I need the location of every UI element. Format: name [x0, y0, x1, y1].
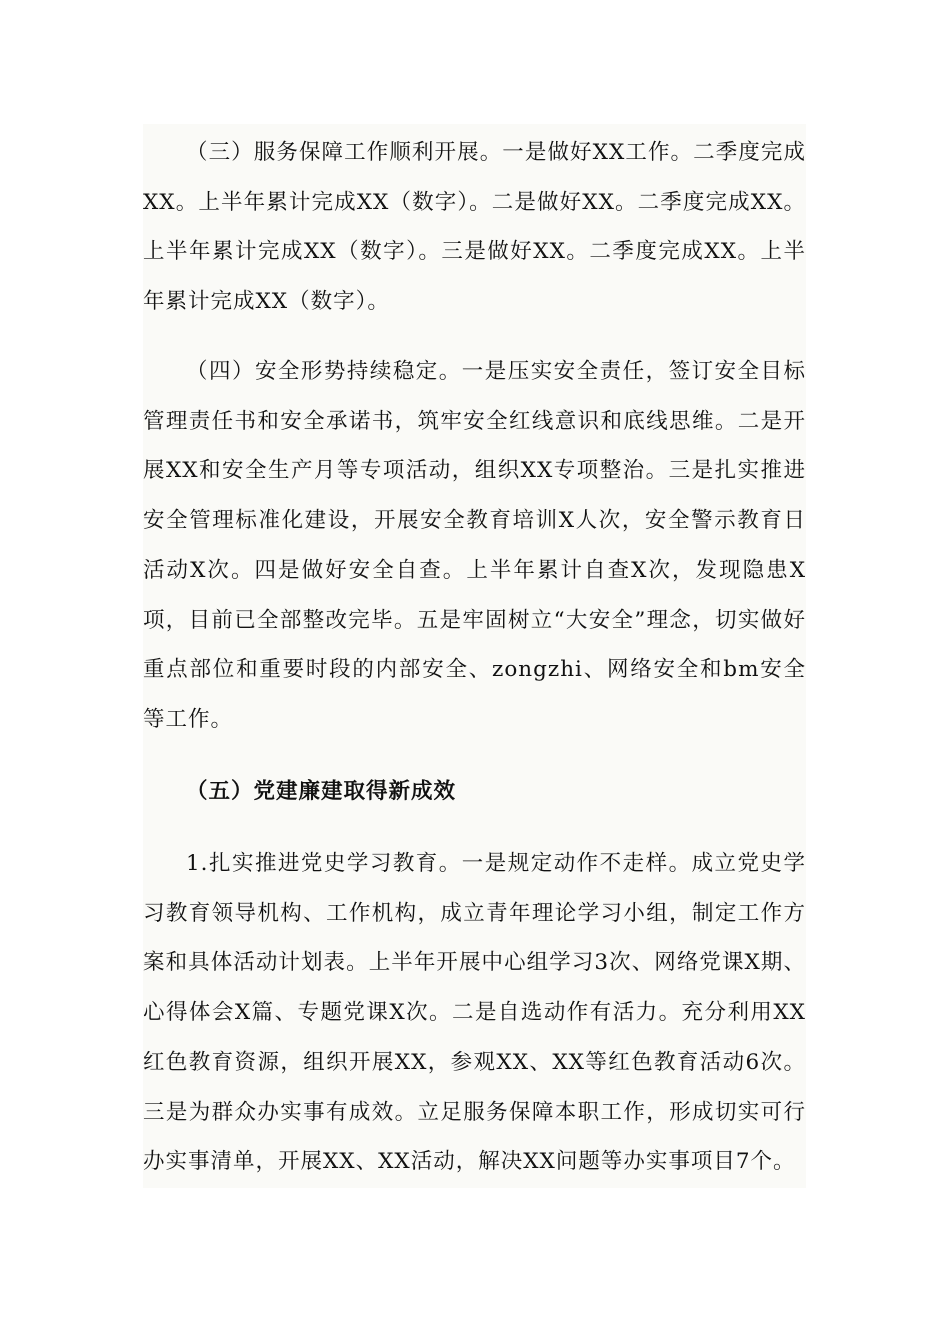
paragraph-service-support: （三）服务保障工作顺利开展。一是做好XX工作。二季度完成XX。上半年累计完成XX（数字）。二是做好XX。二季度完成XX。上半年累计完成XX（数字）。三是做好XX。二季度完成XX。上半年累计完成XX（数字）。 [143, 140, 806, 315]
paragraph-party-history-education: 1.扎实推进党史学习教育。一是规定动作不走样。成立党史学习教育领导机构、工作机构，成立青年理论学习小组，制定工作方案和具体活动计划表。上半年开展中心组学习3次、网络党课X期、心得体会X篇、专题党课X次。二是自选动作有活力。充分利用XX红色教育资源，组织开展XX，参观XX、XX等红色教育活动6次。三是为群众办实事有成效。立足服务保障本职工作，形成切实可行办实事清单，开展XX、XX活动，解决XX问题等办实事项目7个。 [143, 851, 806, 1175]
section-heading-party-building: （五）党建廉建取得新成效 [186, 779, 457, 804]
paragraph-safety-situation: （四）安全形势持续稳定。一是压实安全责任，签订安全目标管理责任书和安全承诺书，筑牢安全红线意识和底线思维。二是开展XX和安全生产月等专项活动，组织XX专项整治。三是扎实推进安全管理标准化建设，开展安全教育培训X人次，安全警示教育日活动X次。四是做好安全自查。上半年累计自查X次，发现隐患X项，目前已全部整改完毕。五是牢固树立“大安全”理念，切实做好重点部位和重要时段的内部安全、zongzhi、网络安全和bm安全等工作。 [143, 359, 806, 732]
